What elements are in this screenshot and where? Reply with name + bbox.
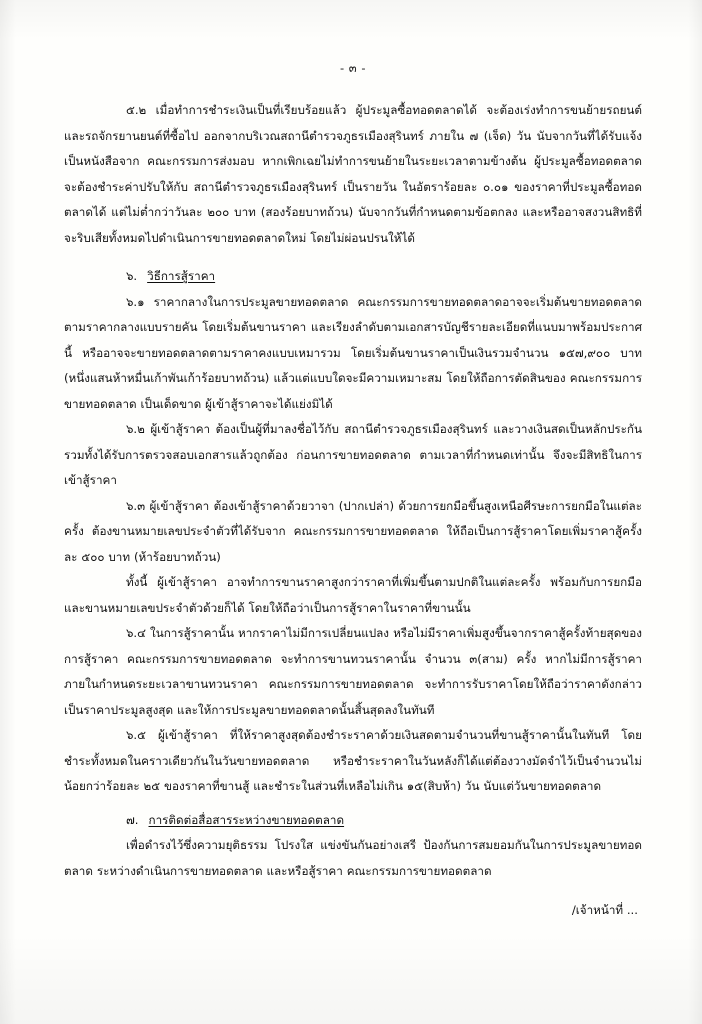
heading-6-number: ๖.	[126, 269, 138, 283]
clause-6-2: ๖.๒ ผู้เข้าสู้ราคา ต้องเป็นผู้ที่มาลงชื่อไว้กับ สถานีตำรวจภูธรเมืองสุรินทร์ และวางเงินสดเป็นหลักประกัน รวมทั้งได้รับการตรวจสอบเอกสารแล้วถูกต้อง ก่อนการขายทอดตลาด ตามเวลาที่กำหนดเท่านั้น จึงจะมีสิทธิในการเข้าสู้ราคา	[64, 422, 642, 487]
block-spacer	[64, 800, 642, 808]
block-spacer	[64, 251, 642, 264]
continuation-note: /เจ้าหน้าที่ ...	[571, 903, 638, 917]
page-number: - ๓ -	[340, 61, 366, 75]
clause-6-5: ๖.๕ ผู้เข้าสู้ราคา ที่ให้ราคาสูงสุดต้องชำระราคาด้วยเงินสดตามจำนวนที่ขานสู้ราคานั้นในทันที โดยชำระทั้งหมดในคราวเดียวกันในวันขายทอดตลาด หรือชำระราคาในวันหลังก็ได้แต่ต้องวางมัดจำไว้เป็นจำนวนไม่น้อยกว่าร้อยละ ๒๕ ของราคาที่ขานสู้ และชำระในส่วนที่เหลือไม่เกิน ๑๕(สิบห้า) วัน นับแต่วันขายทอดตลาด	[64, 728, 642, 793]
heading-7-number: ๗.	[126, 812, 139, 827]
heading-7	[64, 808, 642, 834]
clause-7-body: เพื่อดำรงไว้ซึ่งความยุติธรรม โปรงใส แข่งขันกันอย่างเสรี ป้องกันการสมยอมกันในการประมูลขายทอดตลาด ระหว่างดำเนินการขายทอดตลาด และหรือสู้ราคา คณะกรรมการขายทอดตลาด	[64, 838, 642, 878]
clause-6-1: ๖.๑ ราคากลางในการประมูลขายทอดตลาด คณะกรรมการขายทอดตลาดอาจจะเริ่มต้นขายทอดตลาดตามราคากลางแบบรายคัน โดยเริ่มต้นขานราคา และเรียงลำดับตามเอกสารบัญชีรายละเอียดที่แนบมาพร้อมประกาศนี้ หรืออาจจะขายทอดตลาดตามราคาคงแบบเหมารวม โดยเริ่มต้นขานราคาเป็นเงินรวมจำนวน ๑๕๗,๙๐๐ บาท (หนึ่งแสนห้าหมื่นเก้าพันเก้าร้อยบาทถ้วน) แล้วแต่แบบใดจะมีความเหมาะสม โดยให้ถือการตัดสินของ คณะกรรมการขายทอดตลาด เป็นเด็ดขาด ผู้เข้าสู้ราคาจะได้แย่งมิได้	[64, 294, 642, 411]
clause-6-4: ๖.๔ ในการสู้ราคานั้น หากราคาไม่มีการเปลี่ยนแปลง หรือไม่มีราคาเพิ่มสูงขึ้นจากราคาสู้ครั้งท้ายสุดของการสู้ราคา คณะกรรมการขายทอดตลาด จะทำการขานทวนราคานั้น จำนวน ๓(สาม) ครั้ง หากไม่มีการสู้ราคาภายในกำหนดระยะเวลาขานทวนราคา คณะกรรมการขายทอดตลาด จะทำการรับราคาโดยให้ถือว่าราคาดังกล่าวเป็นราคาประมูลสูงสุด และให้การประมูลขายทอดตลาดนั้นสิ้นสุดลงในทันที	[64, 626, 642, 717]
clause-6-3-note: ทั้งนี้ ผู้เข้าสู้ราคา อาจทำการขานราคาสูงกว่าราคาที่เพิ่มขึ้นตามปกติในแต่ละครั้ง พร้อมกับการยกมือ และขานหมายเลขประจำตัวด้วยก็ได้ โดยให้ถือว่าเป็นการสู้ราคาในราคาที่ขานนั้น	[64, 575, 642, 615]
document-body	[64, 60, 642, 924]
clause-6-3: ๖.๓ ผู้เข้าสู้ราคา ต้องเข้าสู้ราคาด้วยวาจา (ปากเปล่า) ด้วยการยกมือขึ้นสูงเหนือศีรษะการยกมือในแต่ละครั้ง ต้องขานหมายเลขประจำตัวที่ได้รับจาก คณะกรรมการขายทอดตลาด ให้ถือเป็นการสู้ราคาโดยเพิ่มราคาสู้ครั้งละ ๕๐๐ บาท (ห้าร้อยบาทถ้วน)	[64, 498, 642, 564]
heading-6-title: วิธีการสู้ราคา	[147, 269, 216, 283]
heading-6	[64, 264, 642, 290]
heading-7-title: การติดต่อสื่อสารระหว่างขายทอดตลาด	[148, 812, 345, 827]
clause-5-2: ๕.๒ เมื่อทำการชำระเงินเป็นที่เรียบร้อยแล้ว ผู้ประมูลซื้อทอดตลาดได้ จะต้องเร่งทำการขนย้ายรถยนต์ และรถจักรยานยนต์ที่ซื้อไป ออกจากบริเวณสถานีตำรวจภูธรเมืองสุรินทร์ ภายใน ๗ (เจ็ด) วัน นับจากวันที่ได้รับแจ้งเป็นหนังสือจาก คณะกรรมการส่งมอบ หากเพิกเฉยไม่ทำการขนย้ายในระยะเวลาตามข้างต้น ผู้ประมูลซื้อทอดตลาดจะต้องชำระค่าปรับให้กับ สถานีตำรวจภูธรเมืองสุรินทร์ เป็นรายวัน ในอัตราร้อยละ ๐.๐๑ ของราคาที่ประมูลซื้อทอดตลาดได้ แต่ไม่ต่ำกว่าวันละ ๒๐๐ บาท (สองร้อยบาทถ้วน) นับจากวันที่กำหนดตามข้อตกลง และหรืออาจสงวนสิทธิที่จะริบเสียทั้งหมดไปดำเนินการขายทอดตลาดใหม่ โดยไม่ผ่อนปรนให้ได้	[64, 103, 642, 245]
